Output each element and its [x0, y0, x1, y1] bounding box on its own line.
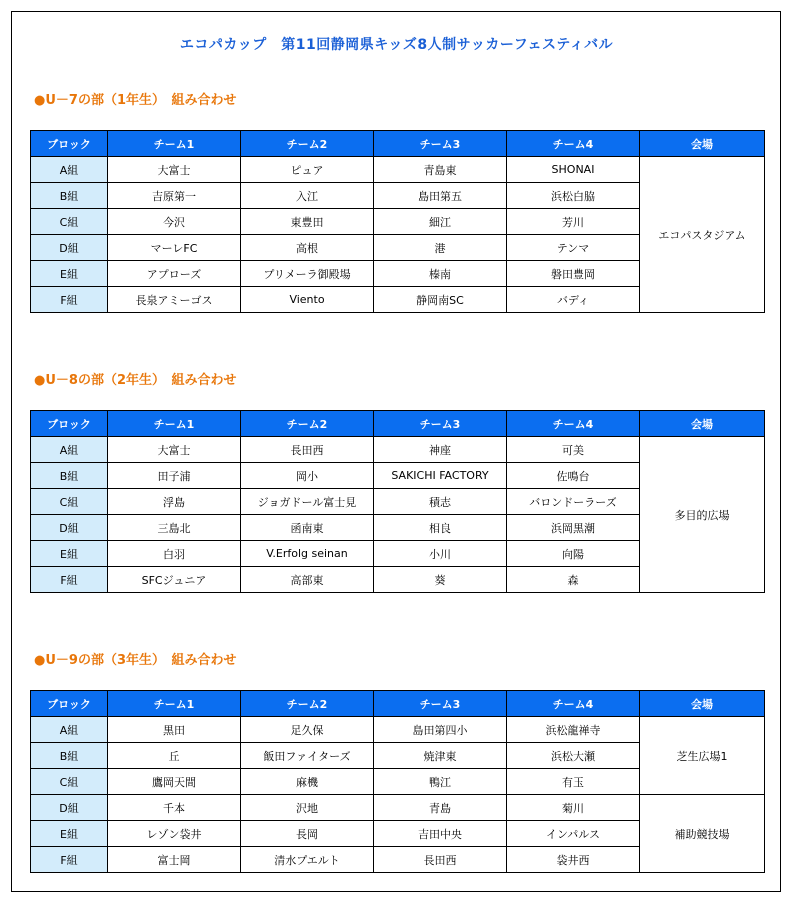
team-cell: 吉田中央 — [374, 821, 507, 847]
team-cell: 浜松大瀬 — [507, 743, 640, 769]
team-cell: 黒田 — [108, 717, 241, 743]
block-cell: C組 — [31, 489, 108, 515]
team-cell: 浜岡黒潮 — [507, 515, 640, 541]
header-venue: 会場 — [640, 691, 765, 717]
header-team4: チーム4 — [507, 411, 640, 437]
team-cell: 焼津東 — [374, 743, 507, 769]
block-cell: F組 — [31, 287, 108, 313]
team-cell: 有玉 — [507, 769, 640, 795]
team-cell: 麻機 — [241, 769, 374, 795]
team-cell: 沢地 — [241, 795, 374, 821]
team-cell: 大富士 — [108, 437, 241, 463]
block-cell: B組 — [31, 183, 108, 209]
team-cell: 静岡南SC — [374, 287, 507, 313]
venue-cell: 芝生広場1 — [640, 717, 765, 795]
team-cell: 足久保 — [241, 717, 374, 743]
header-team1: チーム1 — [108, 691, 241, 717]
team-cell: マーレFC — [108, 235, 241, 261]
header-team2: チーム2 — [241, 131, 374, 157]
header-team3: チーム3 — [374, 691, 507, 717]
header-team1: チーム1 — [108, 411, 241, 437]
header-venue: 会場 — [640, 131, 765, 157]
team-cell: 港 — [374, 235, 507, 261]
team-cell: 白羽 — [108, 541, 241, 567]
team-cell: 高根 — [241, 235, 374, 261]
team-cell: 今沢 — [108, 209, 241, 235]
team-cell: バロンドーラーズ — [507, 489, 640, 515]
section-heading-u9: ●U－9の部（3年生） 組み合わせ — [34, 653, 237, 668]
team-cell: 青島 — [374, 795, 507, 821]
table-row — [31, 717, 765, 743]
team-cell: 向陽 — [507, 541, 640, 567]
team-cell: 浜松白脇 — [507, 183, 640, 209]
table-u8 — [30, 410, 765, 593]
team-cell: 長田西 — [374, 847, 507, 873]
block-cell: E組 — [31, 261, 108, 287]
team-cell: ピュア — [241, 157, 374, 183]
table-u7 — [30, 130, 765, 313]
venue-cell: 多目的広場 — [640, 437, 765, 593]
team-cell: 細江 — [374, 209, 507, 235]
team-cell: 富士岡 — [108, 847, 241, 873]
block-cell: E組 — [31, 541, 108, 567]
header-row — [31, 691, 765, 717]
team-cell: SHONAI — [507, 157, 640, 183]
header-team4: チーム4 — [507, 691, 640, 717]
header-row — [31, 411, 765, 437]
block-cell: B組 — [31, 463, 108, 489]
block-cell: A組 — [31, 437, 108, 463]
team-cell: 島田第四小 — [374, 717, 507, 743]
team-cell: 岡小 — [241, 463, 374, 489]
header-block: ブロック — [31, 691, 108, 717]
team-cell: 青島東 — [374, 157, 507, 183]
team-cell: 可美 — [507, 437, 640, 463]
header-block: ブロック — [31, 131, 108, 157]
block-cell: F組 — [31, 567, 108, 593]
block-cell: B組 — [31, 743, 108, 769]
header-team1: チーム1 — [108, 131, 241, 157]
team-cell: 長岡 — [241, 821, 374, 847]
section-heading-u8: ●U－8の部（2年生） 組み合わせ — [34, 373, 237, 388]
team-cell: ジョガドール富士見 — [241, 489, 374, 515]
team-cell: 高部東 — [241, 567, 374, 593]
team-cell: バディ — [507, 287, 640, 313]
team-cell: 相良 — [374, 515, 507, 541]
header-block: ブロック — [31, 411, 108, 437]
team-cell: 神座 — [374, 437, 507, 463]
header-team2: チーム2 — [241, 411, 374, 437]
team-cell: V.Erfolg seinan — [241, 541, 374, 567]
team-cell: 千本 — [108, 795, 241, 821]
team-cell: 芳川 — [507, 209, 640, 235]
page-title: エコパカップ 第11回静岡県キッズ8人制サッカーフェスティバル — [179, 37, 614, 53]
team-cell: 磐田豊岡 — [507, 261, 640, 287]
team-cell: 鷹岡天間 — [108, 769, 241, 795]
block-cell: D組 — [31, 795, 108, 821]
block-cell: C組 — [31, 209, 108, 235]
section-heading-u7: ●U－7の部（1年生） 組み合わせ — [34, 93, 237, 108]
team-cell: 丘 — [108, 743, 241, 769]
venue-cell: エコパスタジアム — [640, 157, 765, 313]
team-cell: 函南東 — [241, 515, 374, 541]
team-cell: プリメーラ御殿場 — [241, 261, 374, 287]
table-row — [31, 795, 765, 821]
block-cell: C組 — [31, 769, 108, 795]
team-cell: 田子浦 — [108, 463, 241, 489]
team-cell: SFCジュニア — [108, 567, 241, 593]
block-cell: D組 — [31, 515, 108, 541]
team-cell: テンマ — [507, 235, 640, 261]
team-cell: 葵 — [374, 567, 507, 593]
header-team2: チーム2 — [241, 691, 374, 717]
team-cell: 長田西 — [241, 437, 374, 463]
venue-cell: 補助競技場 — [640, 795, 765, 873]
team-cell: 袋井西 — [507, 847, 640, 873]
table-u9 — [30, 690, 765, 873]
team-cell: 浜松龍禅寺 — [507, 717, 640, 743]
team-cell: 大富士 — [108, 157, 241, 183]
team-cell: 吉原第一 — [108, 183, 241, 209]
table-row — [31, 437, 765, 463]
team-cell: 積志 — [374, 489, 507, 515]
header-team3: チーム3 — [374, 131, 507, 157]
team-cell: 小川 — [374, 541, 507, 567]
team-cell: 飯田ファイターズ — [241, 743, 374, 769]
team-cell: アプローズ — [108, 261, 241, 287]
team-cell: 森 — [507, 567, 640, 593]
team-cell: レゾン袋井 — [108, 821, 241, 847]
team-cell: 浮島 — [108, 489, 241, 515]
team-cell: 長泉アミーゴス — [108, 287, 241, 313]
team-cell: 佐鳴台 — [507, 463, 640, 489]
team-cell: 菊川 — [507, 795, 640, 821]
team-cell: 榛南 — [374, 261, 507, 287]
team-cell: 清水プエルト — [241, 847, 374, 873]
team-cell: 鴨江 — [374, 769, 507, 795]
team-cell: 東豊田 — [241, 209, 374, 235]
team-cell: 三島北 — [108, 515, 241, 541]
header-team4: チーム4 — [507, 131, 640, 157]
block-cell: E組 — [31, 821, 108, 847]
block-cell: A組 — [31, 157, 108, 183]
header-team3: チーム3 — [374, 411, 507, 437]
table-row — [31, 157, 765, 183]
header-row — [31, 131, 765, 157]
team-cell: 島田第五 — [374, 183, 507, 209]
team-cell: Viento — [241, 287, 374, 313]
block-cell: D組 — [31, 235, 108, 261]
team-cell: 入江 — [241, 183, 374, 209]
header-venue: 会場 — [640, 411, 765, 437]
block-cell: F組 — [31, 847, 108, 873]
team-cell: SAKICHI FACTORY — [374, 463, 507, 489]
team-cell: インパルス — [507, 821, 640, 847]
block-cell: A組 — [31, 717, 108, 743]
